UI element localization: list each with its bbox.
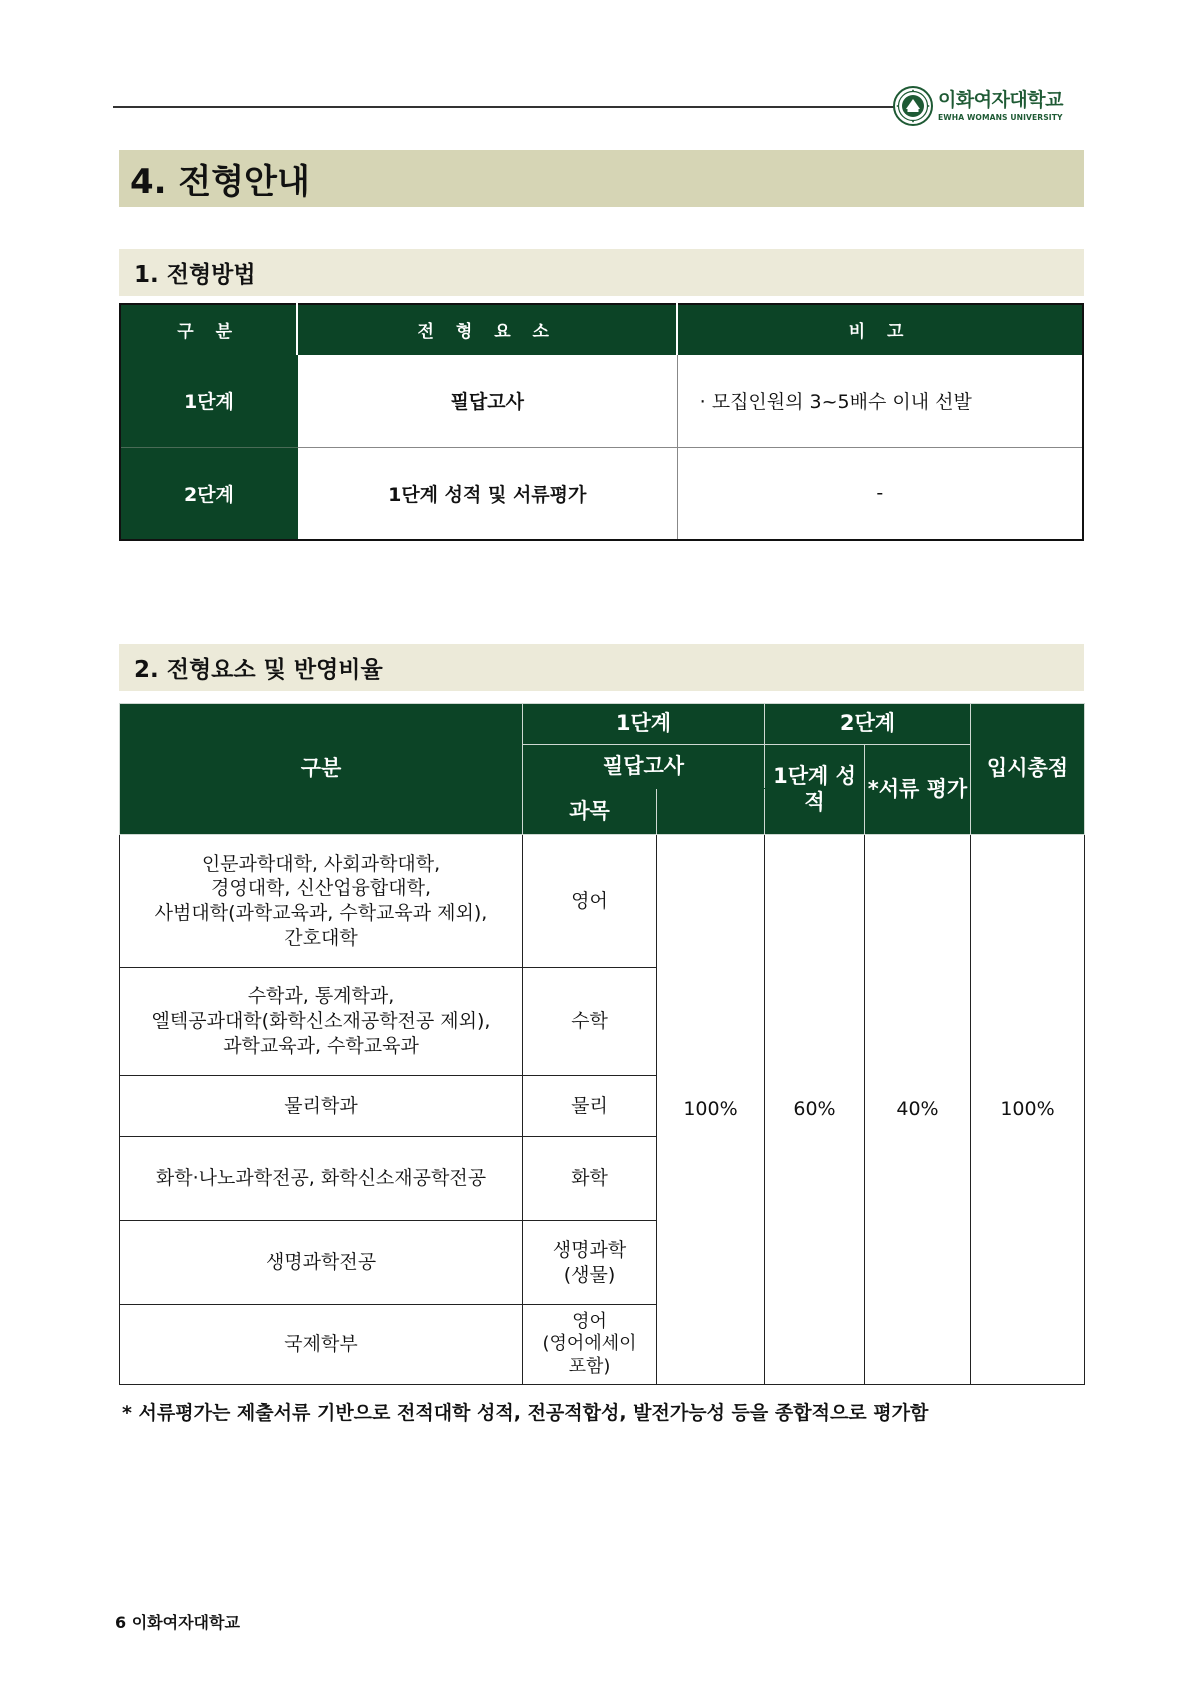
exam-ratio: 100% [657,835,765,1385]
category-cell: 물리학과 [120,1076,523,1137]
header-total: 입시총점 [971,704,1085,835]
header-stage2: 2단계 [765,704,971,745]
category-cell: 국제학부 [120,1305,523,1385]
subject-cell: 화학 [523,1137,657,1221]
ratio-table [119,703,1085,1385]
header-exam-blank [657,789,765,835]
subject-cell: 수학 [523,968,657,1076]
ratio-subtitle: 2. 전형요소 및 반영비율 [119,644,1084,691]
table-header-row [120,304,1083,354]
header-category: 구분 [120,704,523,835]
category-cell: 화학·나노과학전공, 화학신소재공학전공 [120,1137,523,1221]
header-document-eval: *서류 평가 [865,745,971,835]
header-category: 구 분 [120,304,297,354]
table-row [120,835,1085,968]
selection-note: · 모집인원의 3~5배수 이내 선발 [677,354,1083,447]
header-stage1: 1단계 [523,704,765,745]
selection-element: 필답고사 [297,354,677,447]
header-element: 전 형 요 소 [297,304,677,354]
stage-label: 1단계 [120,354,297,447]
total-score: 100% [971,835,1085,1385]
subject-cell: 물리 [523,1076,657,1137]
category-cell: 수학과, 통계학과, 엘텍공과대학(화학신소재공학전공 제외), 과학교육과, 수학교육과 [120,968,523,1076]
stage-label: 2단계 [120,447,297,540]
header-stage1-score: 1단계 성적 [765,745,865,835]
logo-name-english: EWHA WOMANS UNIVERSITY [938,112,1063,122]
header-rule [113,106,895,108]
table-row [120,354,1083,447]
section-title: 4. 전형안내 [119,150,1084,207]
selection-note: - [677,447,1083,540]
subject-cell: 생명과학 (생물) [523,1221,657,1305]
header-subject: 과목 [523,789,657,835]
university-logo [893,86,1083,126]
page-footer [115,1610,240,1633]
university-seal-icon [893,86,933,126]
subject-cell: 영어 (영어에세이 포함) [523,1305,657,1385]
footer-university: 이화여자대학교 [131,1613,240,1632]
category-cell: 인문과학대학, 사회과학대학, 경영대학, 신산업융합대학, 사범대학(과학교육과, 수학교육과 제외), 간호대학 [120,835,523,968]
header-exam: 필답고사 [523,745,765,789]
table-header-row [120,704,1085,745]
category-cell: 생명과학전공 [120,1221,523,1305]
selection-element: 1단계 성적 및 서류평가 [297,447,677,540]
logo-name-korean: 이화여자대학교 [938,88,1063,111]
document-eval-ratio: 40% [865,835,971,1385]
selection-method-table [119,303,1084,541]
header-note: 비 고 [677,304,1083,354]
method-subtitle: 1. 전형방법 [119,249,1084,296]
subject-cell: 영어 [523,835,657,968]
page-number: 6 [115,1613,127,1632]
table-row [120,447,1083,540]
footnote: * 서류평가는 제출서류 기반으로 전적대학 성적, 전공적합성, 발전가능성 등을 종합적으로 평가함 [122,1402,929,1424]
stage1-score-ratio: 60% [765,835,865,1385]
